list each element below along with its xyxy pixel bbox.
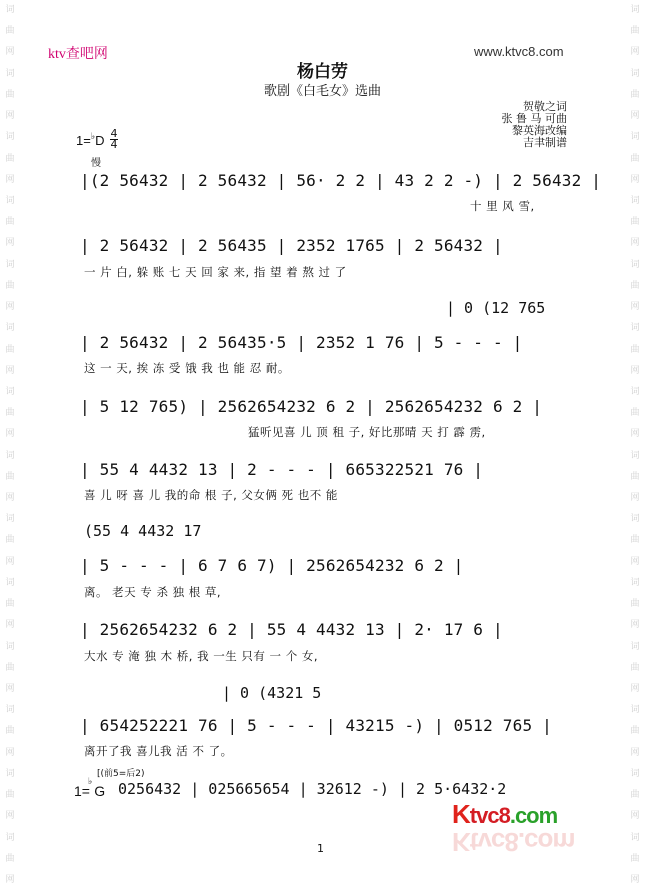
flat-icon: ♭ — [90, 131, 96, 141]
logo-tv: tvc8 — [469, 803, 510, 828]
watermark-glyph: 网 — [630, 365, 640, 376]
watermark-glyph: 曲 — [5, 853, 15, 864]
notation-line: | 2 56432 | 2 56435 | 2352 1765 | 2 56432 | — [80, 236, 503, 255]
watermark-glyph: 曲 — [5, 217, 15, 228]
watermark-glyph: 词 — [630, 768, 640, 779]
notation-line: | 5 12 765) | 2562654232 6 2 | 2562654232 6 2 | — [80, 397, 543, 416]
time-top: 4 — [110, 127, 118, 140]
right-watermark-column — [627, 0, 643, 891]
lyrics-line: 十 里 风 雪, — [470, 199, 535, 213]
lyrics-line: 一 片 白, 躲 账 七 天 回 家 来, 指 望 着 熬 过 了 — [84, 265, 347, 279]
modulation-note: [(前5=后2) — [97, 769, 145, 779]
score-row-6 — [72, 553, 577, 581]
ending-notation-line: 0256432 | 025665654 | 32612 -) | 2 5·6432·2 — [118, 780, 507, 798]
watermark-glyph: 曲 — [5, 726, 15, 737]
flat-icon: ♭ — [87, 776, 93, 786]
watermark-glyph: 曲 — [5, 26, 15, 37]
watermark-glyph: 曲 — [630, 662, 640, 673]
notation-line: | 2 56432 | 2 56435·5 | 2352 1 76 | 5 - - - | — [80, 333, 523, 352]
watermark-glyph: 词 — [630, 450, 640, 461]
watermark-glyph: 网 — [5, 47, 15, 58]
score-row-2 — [72, 233, 577, 261]
key2-prefix: 1= — [74, 783, 90, 799]
watermark-glyph: 网 — [630, 874, 640, 885]
watermark-glyph: 词 — [630, 514, 640, 525]
brand-right-url: www.ktvc8.com — [474, 44, 564, 59]
watermark-glyph: 词 — [630, 705, 640, 716]
watermark-glyph: 词 — [5, 68, 15, 79]
score-row-7 — [72, 617, 577, 645]
watermark-glyph: 词 — [630, 5, 640, 15]
watermark-glyph: 网 — [5, 365, 15, 376]
watermark-glyph: 曲 — [630, 790, 640, 801]
notation-line: | 5 - - - | 6 7 6 7) | 2562654232 6 2 | — [80, 556, 464, 575]
watermark-glyph: 网 — [630, 747, 640, 758]
lyrics-line: 猛听见喜 儿 顶 租 子, 好比那晴 天 打 霹 雳, — [248, 425, 486, 439]
watermark-glyph: 网 — [5, 556, 15, 567]
watermark-glyph: 词 — [5, 705, 15, 716]
key-prefix: 1= — [76, 133, 91, 148]
time-signature — [110, 129, 118, 150]
watermark-glyph: 曲 — [630, 217, 640, 228]
watermark-glyph: 网 — [630, 493, 640, 504]
watermark-glyph: 曲 — [630, 853, 640, 864]
watermark-glyph: 网 — [630, 429, 640, 440]
watermark-glyph: 词 — [5, 641, 15, 652]
watermark-glyph: 网 — [630, 620, 640, 631]
watermark-glyph: 词 — [5, 450, 15, 461]
song-title: 杨白劳 — [297, 62, 348, 82]
watermark-glyph: 词 — [5, 5, 15, 15]
time-bottom: 4 — [110, 138, 118, 151]
lyrics-line: 这 一 天, 挨 冻 受 饿 我 也 能 忍 耐。 — [84, 361, 290, 375]
watermark-glyph: 曲 — [630, 471, 640, 482]
key2-note: G — [94, 783, 106, 799]
credit-lyricist: 贺敬之词 — [523, 100, 567, 113]
lyrics-line: 离开了我 喜儿我 活 不 了。 — [84, 744, 233, 758]
watermark-glyph: 网 — [5, 111, 15, 122]
watermark-glyph: 曲 — [630, 726, 640, 737]
watermark-glyph: 词 — [5, 514, 15, 525]
upper-staff-3: | 0 (4321 5 — [222, 684, 322, 702]
watermark-glyph: 词 — [630, 832, 640, 843]
notation-line: |(2 56432 | 2 56432 | 56· 2 2 | 43 2 2 -) | 2 56432 | — [80, 171, 602, 190]
watermark-glyph: 词 — [5, 132, 15, 143]
watermark-glyph: 曲 — [630, 280, 640, 291]
logo-k: K — [452, 799, 470, 829]
watermark-glyph: 词 — [630, 195, 640, 206]
tempo-marking: 慢 — [91, 158, 101, 169]
score-row-1 — [72, 168, 602, 196]
score-row-8 — [72, 713, 577, 741]
watermark-glyph: 曲 — [630, 599, 640, 610]
brand-left-text: ktv查吧网 — [48, 47, 108, 62]
watermark-glyph: 曲 — [630, 344, 640, 355]
watermark-glyph: 网 — [630, 238, 640, 249]
logo-com: .com — [509, 803, 558, 828]
watermark-glyph: 词 — [630, 386, 640, 397]
watermark-glyph: 网 — [5, 620, 15, 631]
watermark-glyph: 网 — [5, 493, 15, 504]
watermark-glyph: 曲 — [5, 89, 15, 100]
watermark-glyph: 曲 — [630, 535, 640, 546]
score-row-4 — [72, 394, 577, 422]
watermark-glyph: 曲 — [5, 790, 15, 801]
watermark-glyph: 词 — [5, 768, 15, 779]
lyrics-line: 喜 儿 呀 喜 儿 我的命 根 子, 父女俩 死 也不 能 — [84, 488, 338, 502]
credit-arranger: 黎英海改编 — [512, 124, 567, 137]
watermark-glyph: 网 — [630, 811, 640, 822]
watermark-glyph: 词 — [630, 577, 640, 588]
watermark-glyph: 词 — [5, 323, 15, 334]
page-number: 1 — [317, 842, 324, 855]
watermark-glyph: 网 — [5, 811, 15, 822]
watermark-glyph: 词 — [630, 323, 640, 334]
watermark-glyph: 网 — [630, 111, 640, 122]
watermark-glyph: 曲 — [630, 153, 640, 164]
credits-block — [502, 101, 568, 149]
credit-composer: 张 鲁 马 可曲 — [501, 112, 567, 125]
watermark-glyph: 词 — [630, 68, 640, 79]
lyrics-line: 大水 专 淹 独 木 桥, 我 一生 只有 一 个 女, — [84, 649, 319, 663]
watermark-glyph: 词 — [5, 195, 15, 206]
score-row-5 — [72, 457, 577, 485]
watermark-glyph: 曲 — [630, 89, 640, 100]
watermark-glyph: 词 — [5, 259, 15, 270]
watermark-glyph: 网 — [5, 174, 15, 185]
watermark-glyph: 词 — [5, 386, 15, 397]
notation-line: | 2562654232 6 2 | 55 4 4432 13 | 2· 17 6 | — [80, 620, 503, 639]
watermark-glyph: 词 — [630, 132, 640, 143]
watermark-glyph: 网 — [5, 874, 15, 885]
key-signature — [76, 131, 104, 148]
key-note: D — [95, 133, 105, 148]
watermark-glyph: 曲 — [5, 662, 15, 673]
watermark-glyph: 网 — [5, 302, 15, 313]
watermark-glyph: 曲 — [5, 280, 15, 291]
upper-staff-2: (55 4 4432 17 — [84, 522, 202, 540]
watermark-glyph: 网 — [630, 47, 640, 58]
watermark-glyph: 网 — [5, 747, 15, 758]
watermark-glyph: 网 — [5, 429, 15, 440]
watermark-glyph: 网 — [5, 684, 15, 694]
credit-notation: 吉聿制谱 — [523, 136, 567, 149]
watermark-glyph: 曲 — [5, 599, 15, 610]
watermark-glyph: 曲 — [5, 535, 15, 546]
song-subtitle: 歌剧《白毛女》选曲 — [263, 84, 381, 99]
lyrics-line: 离。 老天 专 杀 独 根 草, — [84, 585, 222, 599]
watermark-glyph: 词 — [630, 259, 640, 270]
watermark-glyph: 曲 — [630, 408, 640, 419]
watermark-glyph: 网 — [630, 556, 640, 567]
watermark-glyph: 词 — [630, 641, 640, 652]
watermark-glyph: 网 — [5, 238, 15, 249]
watermark-glyph: 网 — [630, 684, 640, 694]
watermark-glyph: 曲 — [5, 153, 15, 164]
watermark-glyph: 曲 — [5, 408, 15, 419]
watermark-glyph: 网 — [630, 174, 640, 185]
upper-staff-1: | 0 (12 765 — [446, 299, 546, 317]
notation-line: | 654252221 76 | 5 - - - | 43215 -) | 0512 765 | — [80, 716, 552, 735]
score-row-3 — [72, 330, 577, 358]
site-logo-reflection: Ktvc8.com — [452, 827, 575, 857]
left-watermark-column — [2, 0, 18, 891]
watermark-glyph: 曲 — [5, 471, 15, 482]
modulation-key — [74, 776, 106, 799]
watermark-glyph: 曲 — [5, 344, 15, 355]
notation-line: | 55 4 4432 13 | 2 - - - | 665322521 76 | — [80, 460, 484, 479]
watermark-glyph: 网 — [630, 302, 640, 313]
watermark-glyph: 词 — [5, 832, 15, 843]
watermark-glyph: 曲 — [630, 26, 640, 37]
watermark-glyph: 词 — [5, 577, 15, 588]
